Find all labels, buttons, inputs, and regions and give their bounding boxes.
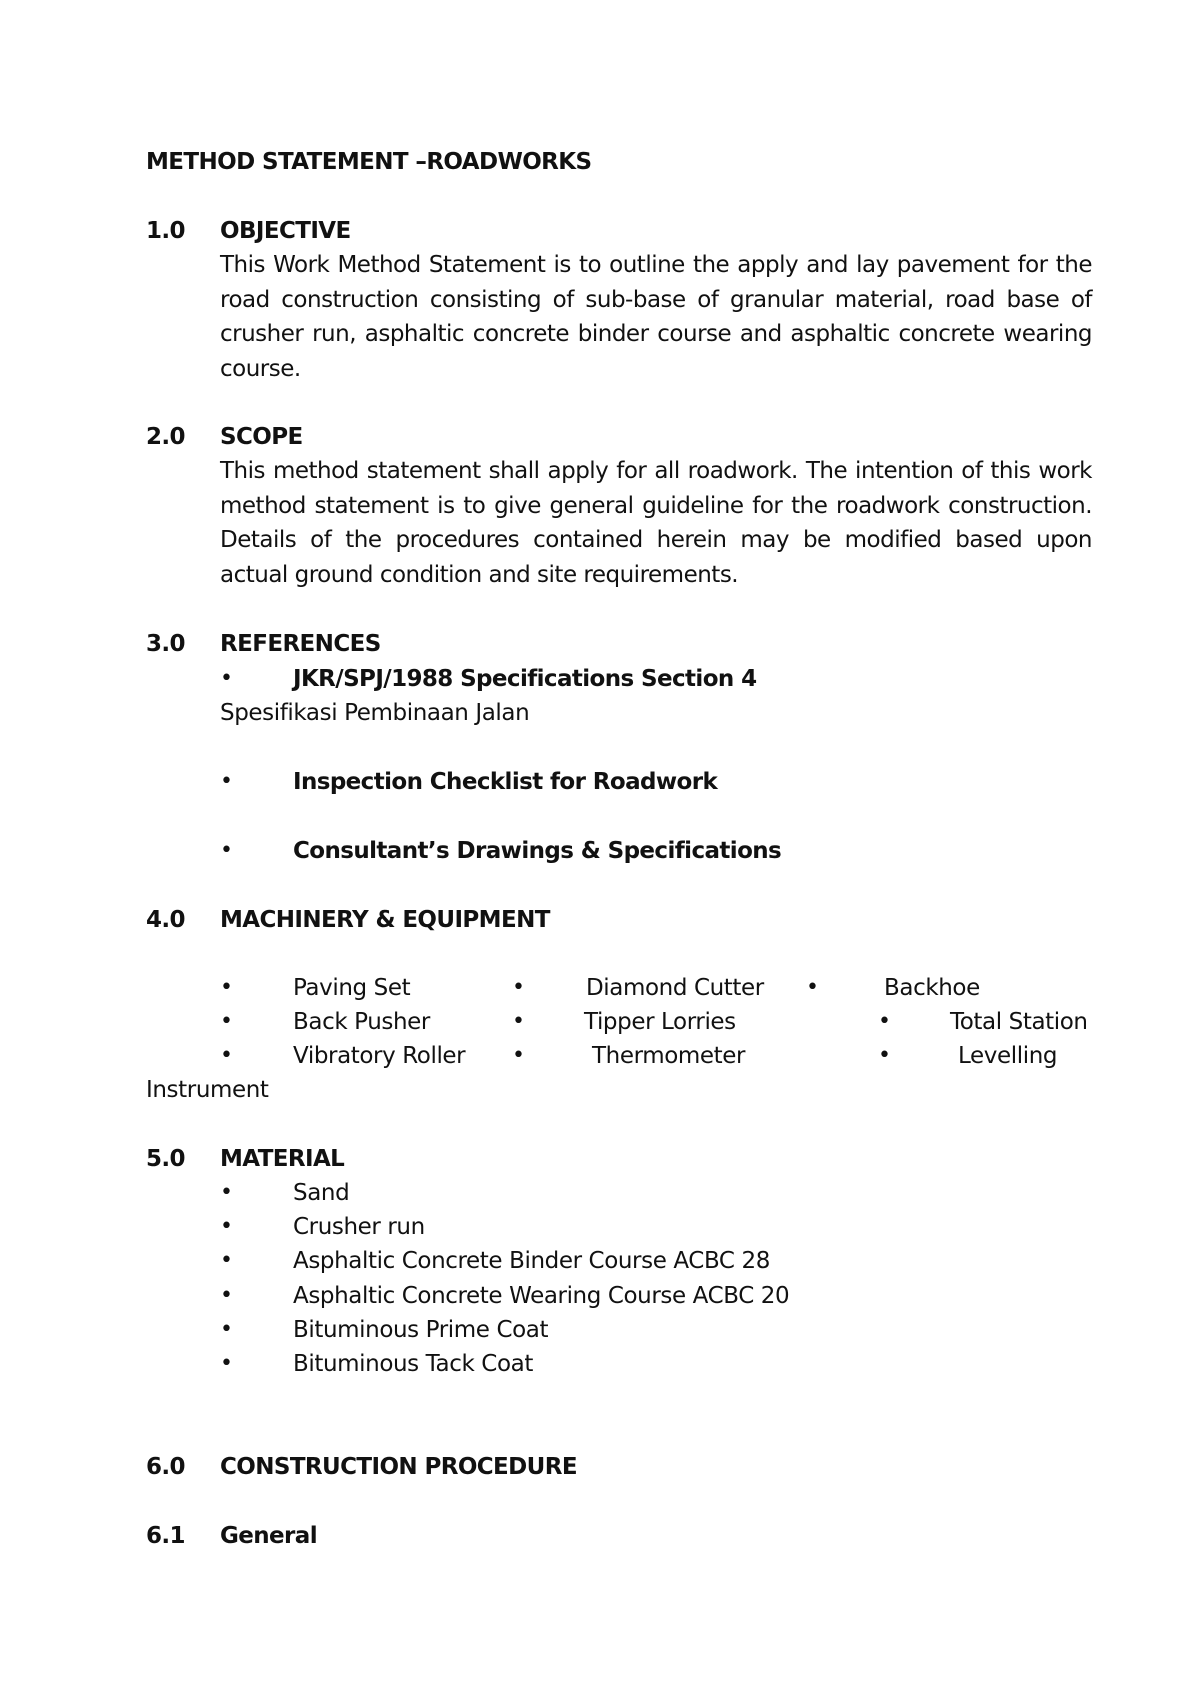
section-number: 6.0	[146, 1454, 185, 1480]
bullet-icon: •	[220, 1009, 233, 1034]
objective-paragraph: This Work Method Statement is to outline the apply and lay pavement for the road construction consisting of sub-base of granular material, road base of crusher run, asphaltic concrete binder course and asphaltic concrete wearing course.	[220, 252, 1092, 382]
subsection-number: 6.1	[146, 1523, 185, 1549]
equipment-item: Back Pusher	[293, 1009, 430, 1035]
material-item: Bituminous Tack Coat	[293, 1351, 533, 1377]
bullet-icon: •	[220, 1351, 233, 1376]
reference-item: JKR/SPJ/1988 Specifications Section 4	[293, 666, 757, 692]
bullet-icon: •	[220, 1248, 233, 1273]
section-heading-construction: CONSTRUCTION PROCEDURE	[220, 1454, 577, 1480]
bullet-icon: •	[220, 975, 233, 1000]
bullet-icon: •	[878, 1043, 891, 1068]
section-heading-scope: SCOPE	[220, 424, 303, 450]
bullet-icon: •	[512, 1009, 525, 1034]
reference-item: Inspection Checklist for Roadwork	[293, 769, 718, 795]
subsection-heading-general: General	[220, 1523, 317, 1549]
section-number: 1.0	[146, 218, 185, 244]
section-heading-objective: OBJECTIVE	[220, 218, 351, 244]
bullet-icon: •	[220, 1214, 233, 1239]
bullet-icon: •	[220, 666, 233, 691]
equipment-item: Backhoe	[884, 975, 980, 1001]
section-heading-references: REFERENCES	[220, 631, 381, 657]
bullet-icon: •	[220, 1180, 233, 1205]
section-heading-material: MATERIAL	[220, 1146, 345, 1172]
material-item: Bituminous Prime Coat	[293, 1317, 549, 1343]
bullet-icon: •	[220, 1043, 233, 1068]
reference-item: Consultant’s Drawings & Specifications	[293, 838, 782, 864]
material-item: Sand	[293, 1180, 350, 1206]
document-title: METHOD STATEMENT –ROADWORKS	[146, 149, 592, 175]
section-number: 3.0	[146, 631, 185, 657]
equipment-item: Thermometer	[592, 1043, 746, 1069]
bullet-icon: •	[220, 769, 233, 794]
equipment-item: Total Station	[950, 1009, 1088, 1035]
section-number: 4.0	[146, 907, 185, 933]
material-item: Asphaltic Concrete Binder Course ACBC 28	[293, 1248, 770, 1274]
bullet-icon: •	[878, 1009, 891, 1034]
equipment-item-wrap: Instrument	[146, 1077, 269, 1103]
bullet-icon: •	[220, 1317, 233, 1342]
section-number: 2.0	[146, 424, 185, 450]
bullet-icon: •	[806, 975, 819, 1000]
equipment-item: Paving Set	[293, 975, 411, 1001]
material-item: Asphaltic Concrete Wearing Course ACBC 20	[293, 1283, 790, 1309]
scope-paragraph: This method statement shall apply for all roadwork. The intention of this work method statement is to give general guideline for the roadwork construction. Details of the procedures contained herein may be modified based upon actual ground condition and site requirements.	[220, 458, 1092, 588]
section-number: 5.0	[146, 1146, 185, 1172]
reference-subtitle: Spesifikasi Pembinaan Jalan	[220, 700, 530, 726]
bullet-icon: •	[512, 1043, 525, 1068]
equipment-item: Diamond Cutter	[586, 975, 764, 1001]
bullet-icon: •	[512, 975, 525, 1000]
equipment-item: Levelling	[958, 1043, 1058, 1069]
material-item: Crusher run	[293, 1214, 425, 1240]
bullet-icon: •	[220, 838, 233, 863]
equipment-item: Vibratory Roller	[293, 1043, 466, 1069]
section-heading-machinery: MACHINERY & EQUIPMENT	[220, 907, 550, 933]
equipment-item: Tipper Lorries	[584, 1009, 736, 1035]
bullet-icon: •	[220, 1283, 233, 1308]
